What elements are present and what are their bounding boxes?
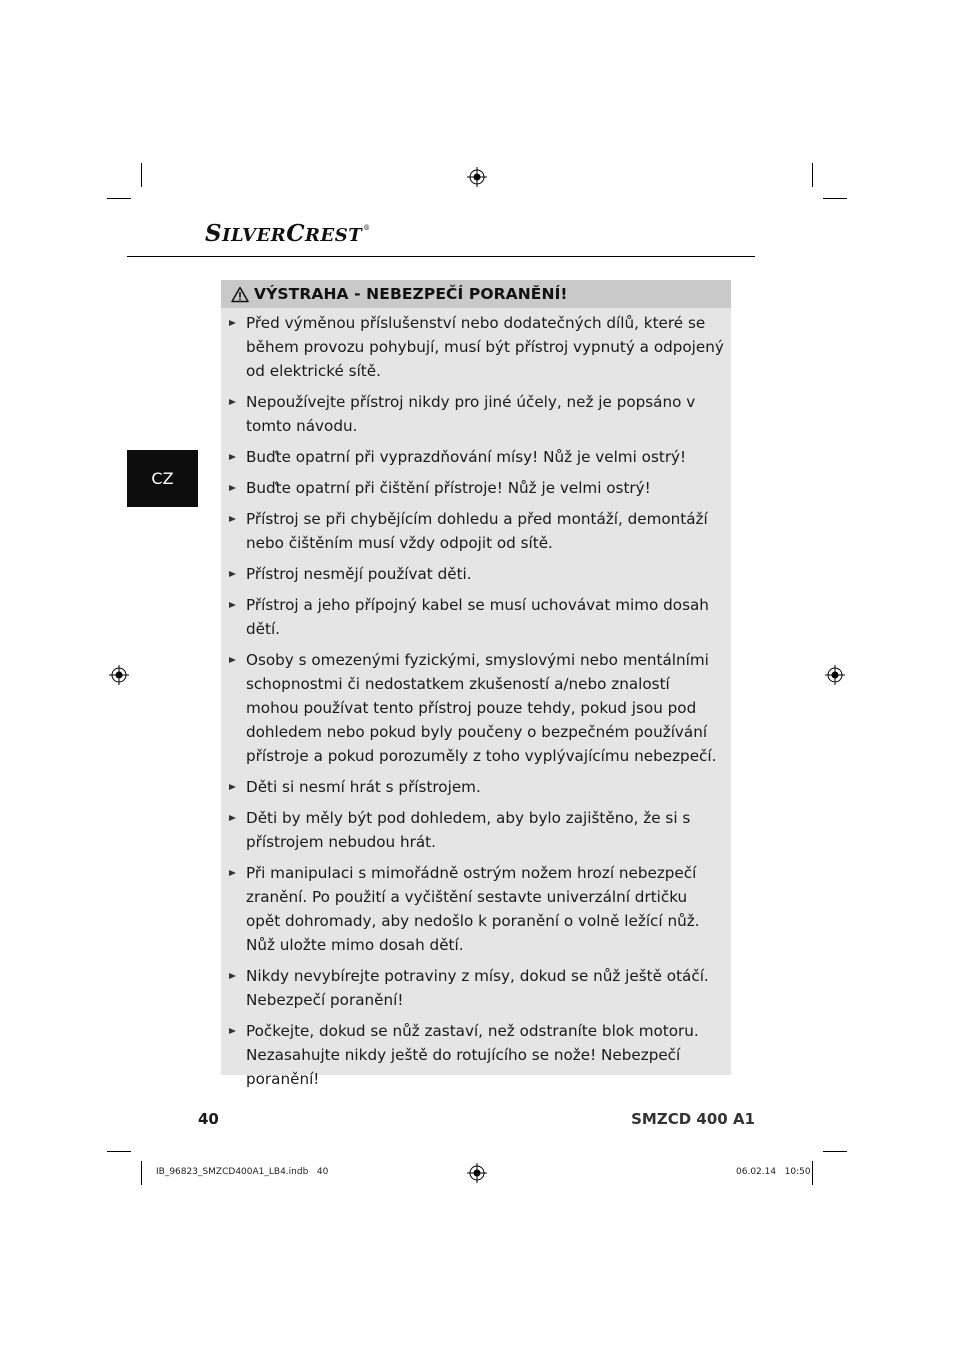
logo-letter: C: [286, 220, 306, 247]
logo-letter: S: [205, 220, 223, 247]
list-item-text: Osoby s omezenými fyzickými, smyslovými nebo mentálními schopnostmi či nedostatkem zkušeností a/nebo znalostí mohou používat tento přístroj pouze tehdy, pokud jsou pod dohledem nebo pokud byly poučeny o bezpečném používání přístroje a pokud porozuměly z toho vyplývajícímu nebezpečí.: [246, 651, 717, 765]
arrow-bullet-icon: [229, 657, 236, 663]
arrow-bullet-icon: [229, 320, 236, 326]
arrow-bullet-icon: [229, 1028, 236, 1034]
arrow-bullet-icon: [229, 399, 236, 405]
crop-mark: [823, 1151, 847, 1152]
list-item: [221, 861, 731, 957]
header-rule: [127, 256, 755, 257]
crop-mark: [812, 1161, 813, 1185]
registration-mark-icon: [467, 167, 487, 187]
list-item: [221, 390, 731, 438]
list-item-text: Děti si nesmí hrát s přístrojem.: [246, 778, 481, 796]
registration-mark-icon: [467, 1163, 487, 1183]
list-item-text: Buďte opatrní při čištění přístroje! Nůž je velmi ostrý!: [246, 479, 651, 497]
arrow-bullet-icon: [229, 454, 236, 460]
list-item-text: Přístroj nesmějí používat děti.: [246, 565, 472, 583]
list-item-text: Počkejte, dokud se nůž zastaví, než odstraníte blok motoru. Nezasahujte nikdy ještě do rotujícího se nože! Nebezpečí poranění!: [246, 1022, 699, 1088]
registered-mark: ®: [363, 224, 371, 232]
warning-title-bar: [221, 280, 731, 308]
arrow-bullet-icon: [229, 870, 236, 876]
list-item-text: Při manipulaci s mimořádně ostrým nožem hrozí nebezpečí zranění. Po použití a vyčištění sestavte univerzální drtičku opět dohromady, aby nedošlo k poranění o volně ležící nůž. Nůž uložte mimo dosah dětí.: [246, 864, 700, 954]
list-item-text: Nepoužívejte přístroj nikdy pro jiné účely, než je popsáno v tomto návodu.: [246, 393, 696, 435]
logo-letters: REST: [305, 225, 363, 246]
list-item-text: Přístroj a jeho přípojný kabel se musí uchovávat mimo dosah dětí.: [246, 596, 709, 638]
list-item: [221, 476, 731, 500]
list-item: [221, 445, 731, 469]
list-item: [221, 562, 731, 586]
list-item-text: Před výměnou příslušenství nebo dodatečných dílů, které se během provozu pohybují, musí být přístroj vypnutý a odpojený od elektrické sítě.: [246, 314, 724, 380]
registration-mark-icon: [825, 665, 845, 685]
crop-mark: [812, 163, 813, 187]
language-tab: [127, 450, 198, 507]
arrow-bullet-icon: [229, 815, 236, 821]
model-number: SMZCD 400 A1: [631, 1110, 755, 1128]
list-item-text: Přístroj se při chybějícím dohledu a před montáží, demontáží nebo čištěním musí vždy odpojit od sítě.: [246, 510, 708, 552]
list-item-text: Buďte opatrní při vyprazdňování mísy! Nůž je velmi ostrý!: [246, 448, 687, 466]
arrow-bullet-icon: [229, 571, 236, 577]
list-item: [221, 593, 731, 641]
arrow-bullet-icon: [229, 973, 236, 979]
print-slug-date: 06.02.14 10:50: [736, 1167, 811, 1177]
warning-box: [221, 280, 731, 1088]
arrow-bullet-icon: [229, 784, 236, 790]
list-item: [221, 507, 731, 555]
crop-mark: [107, 198, 131, 199]
crop-mark: [107, 1151, 131, 1152]
list-item-text: Děti by měly být pod dohledem, aby bylo zajištěno, že si s přístrojem nebudou hrát.: [246, 809, 691, 851]
logo-letters: ILVER: [222, 225, 287, 246]
silvercrest-logo: [205, 220, 371, 247]
crop-mark: [141, 1161, 142, 1185]
list-item: [221, 648, 731, 768]
warning-list: [221, 311, 731, 1098]
print-slug-file: IB_96823_SMZCD400A1_LB4.indb 40: [156, 1167, 329, 1177]
arrow-bullet-icon: [229, 602, 236, 608]
warning-title: VÝSTRAHA - NEBEZPEČÍ PORANĚNÍ!: [254, 285, 568, 303]
registration-mark-icon: [109, 665, 129, 685]
list-item: [221, 775, 731, 799]
warning-triangle-icon: [231, 286, 249, 303]
list-item: [221, 1019, 731, 1091]
crop-mark: [141, 163, 142, 187]
language-tab-label: CZ: [151, 469, 174, 488]
arrow-bullet-icon: [229, 485, 236, 491]
list-item: [221, 964, 731, 1012]
list-item: [221, 806, 731, 854]
crop-mark: [823, 198, 847, 199]
arrow-bullet-icon: [229, 516, 236, 522]
list-item: [221, 311, 731, 383]
list-item-text: Nikdy nevybírejte potraviny z mísy, dokud se nůž ještě otáčí. Nebezpečí poranění!: [246, 967, 709, 1009]
page-number: 40: [198, 1110, 219, 1128]
